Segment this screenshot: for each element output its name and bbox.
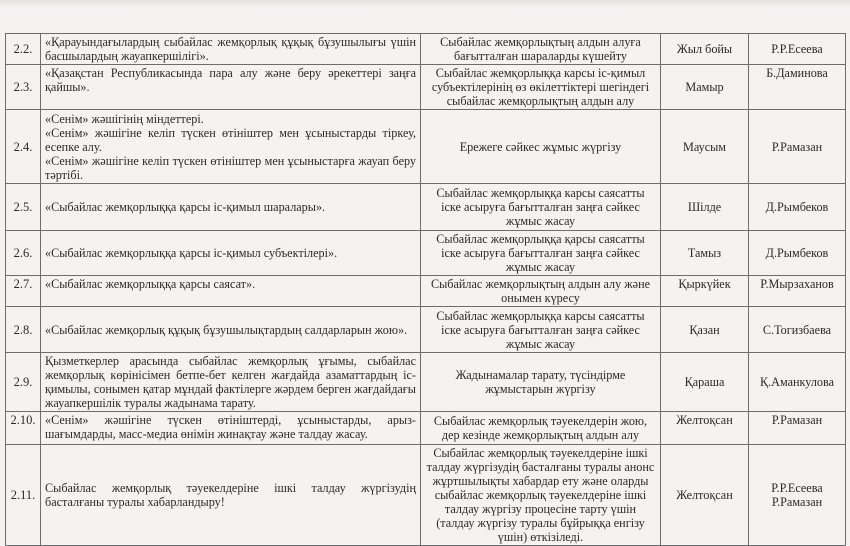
- row-month: Желтоқсан: [661, 445, 749, 546]
- row-activity: Сыбайлас жемқорлықтың алдын алу және онымен күресу: [421, 276, 661, 307]
- topic-line: «Сыбайлас жемқорлыққа қарсы іс-қимыл шаралары».: [45, 200, 326, 214]
- row-responsible: [749, 276, 846, 307]
- responsible-name: Р.Рамазан: [771, 413, 823, 427]
- topic-line: «Қарауындағылардың сыбайлас жемқорлық құқық бұзушылығы үшін басшылардың жауапкершілігі».: [45, 35, 416, 63]
- responsible-name: Р.Р.Есеева: [771, 42, 823, 56]
- responsible-name: Д.Рымбеков: [765, 246, 829, 260]
- row-responsible: [749, 412, 846, 445]
- topic-line: «Сенім» жәшігіне келіп түскен өтініштер мен ұсыныстарға жауап беру тәртібі.: [45, 153, 416, 182]
- topic-line: Сыбайлас жемқорлық тәуекелдеріне ішкі талдау жүргізудің басталғаны туралы хабарландыру!: [45, 481, 416, 509]
- plan-table-body: [6, 34, 846, 546]
- row-responsible: [749, 445, 846, 546]
- table-row: [6, 307, 846, 353]
- table-row: [6, 445, 846, 546]
- topic-line: Қызметкерлер арасында сыбайлас жемқорлық ұғымы, сыбайлас жемқорлық көрінісімен бетпе-бет келген жағдайда азаматтардың іс-қимылы, сонымен қатар мұндай фактілерге жәрдем берген жағдайдағы жауапкершілік туралы жадынама тарату.: [45, 354, 416, 410]
- row-topic: [41, 276, 421, 307]
- row-topic: [41, 34, 421, 65]
- row-activity: Сыбайлас жемқорлыққа қарсы саясатты іске асыруға бағытталған заңға сәйкес жұмыс жасау: [421, 231, 661, 276]
- topic-line: «Сыбайлас жемқорлық құқық бұзушылықтардың салдарларын жою».: [45, 322, 408, 337]
- topic-line: «Сыбайлас жемқорлыққа қарсы саясат».: [45, 277, 256, 291]
- row-number: 2.3.: [6, 65, 41, 110]
- row-number: 2.6.: [6, 231, 41, 276]
- row-activity: Сыбайлас жемқорлыққа карсы саясатты іске асыруға бағытталған заңға сәйкес жұмыс жасау: [421, 307, 661, 353]
- row-activity: Жадынамалар тарату, түсіндірме жұмыстарын жүргізу: [421, 353, 661, 412]
- table-row: [6, 353, 846, 412]
- row-month: Желтоқсан: [661, 412, 749, 445]
- row-activity: Ережеге сәйкес жұмыс жүргізу: [421, 110, 661, 184]
- row-topic: [41, 412, 421, 445]
- row-number: 2.4.: [6, 110, 41, 184]
- topic-line: «Қазақстан Республикасында пара алу және беру әрекеттері заңға қайшы».: [45, 66, 416, 94]
- row-topic: [41, 65, 421, 110]
- paper-edge: [0, 0, 850, 8]
- row-responsible: [749, 231, 846, 276]
- row-topic: [41, 353, 421, 412]
- table-row: [6, 276, 846, 307]
- row-number: 2.8.: [6, 307, 41, 353]
- row-month: Маусым: [661, 110, 749, 184]
- row-responsible: [749, 34, 846, 65]
- row-responsible: [749, 110, 846, 184]
- responsible-name: Р.Мырзаханов: [760, 277, 834, 291]
- row-responsible: [749, 184, 846, 231]
- row-number: 2.5.: [6, 184, 41, 231]
- row-month: Қыркүйек: [661, 276, 749, 307]
- row-activity: Сыбайлас жемқорлыққа карсы іс-қимыл субъектілерінің өз өкілеттіктері шегіндегі сыбайлас жемқорлықтың алдын алу: [421, 65, 661, 110]
- row-month: Қазан: [661, 307, 749, 353]
- row-month: Қараша: [661, 353, 749, 412]
- responsible-name: Р.Рамазан: [771, 139, 823, 154]
- responsible-name: Қ.Аманкулова: [759, 375, 835, 389]
- row-number: 2.7.: [6, 276, 41, 307]
- row-number: 2.9.: [6, 353, 41, 412]
- row-activity: Сыбайлас жемқорлықтың алдын алуға бағытталған шараларды күшейту: [421, 34, 661, 65]
- row-month: Тамыз: [661, 231, 749, 276]
- row-month: Мамыр: [661, 65, 749, 110]
- row-responsible: [749, 353, 846, 412]
- row-topic: [41, 184, 421, 231]
- topic-line: «Сыбайлас жемқорлыққа қарсы іс-қимыл субъектілері».: [45, 246, 338, 260]
- row-number: 2.10.: [6, 412, 41, 445]
- row-month: Шілде: [661, 184, 749, 231]
- responsible-name: Р.Рамазан: [771, 495, 823, 509]
- responsible-name: С.Тогизбаева: [762, 322, 832, 337]
- topic-line: «Сенім» жәшігіне түскен өтініштерді, ұсыныстарды, арыз-шағымдарды, масс-медиа өнімін жинақтау және талдау жасау.: [45, 413, 416, 441]
- table-row: [6, 65, 846, 110]
- row-topic: [41, 110, 421, 184]
- row-topic: [41, 307, 421, 353]
- table-row: [6, 412, 846, 445]
- topic-line: «Сенім» жәшігіне келіп түскен өтініштер мен ұсыныстарды тіркеу, есепке алу.: [45, 125, 416, 154]
- row-activity: Сыбайлас жемқорлық тәуекелдерін жою, дер кезінде жемқорлықтың алдын алу: [421, 412, 661, 445]
- responsible-name: Р.Р.Есеева: [771, 481, 823, 495]
- table-row: [6, 34, 846, 65]
- table-row: [6, 184, 846, 231]
- plan-table: [5, 33, 846, 546]
- responsible-name: Б.Даминова: [766, 66, 828, 80]
- row-activity: Сыбайлас жемқорлық тәуекелдеріне ішкі талдау жүргізудің басталғаны туралы анонс жұртшылықты хабардар ету және оларды сыбайлас жемқорлық тәуекелдеріне ішкі талдау жүргізу процесіне тарту үшін (талдау жүргізу туралы бұйрыққа енгізу үшін) өткізіледі.: [421, 445, 661, 546]
- row-number: 2.11.: [6, 445, 41, 546]
- topic-line: «Сенім» жәшігінің міндеттері.: [45, 111, 204, 126]
- table-row: [6, 231, 846, 276]
- row-topic: [41, 445, 421, 546]
- table-row: [6, 110, 846, 184]
- row-responsible: [749, 65, 846, 110]
- row-number: 2.2.: [6, 34, 41, 65]
- row-activity: Сыбайлас жемқорлыққа карсы саясатты іске асыруға бағытталған заңға сәйкес жұмыс жасау: [421, 184, 661, 231]
- row-topic: [41, 231, 421, 276]
- row-month: Жыл бойы: [661, 34, 749, 65]
- row-responsible: [749, 307, 846, 353]
- responsible-name: Д.Рымбеков: [765, 200, 829, 214]
